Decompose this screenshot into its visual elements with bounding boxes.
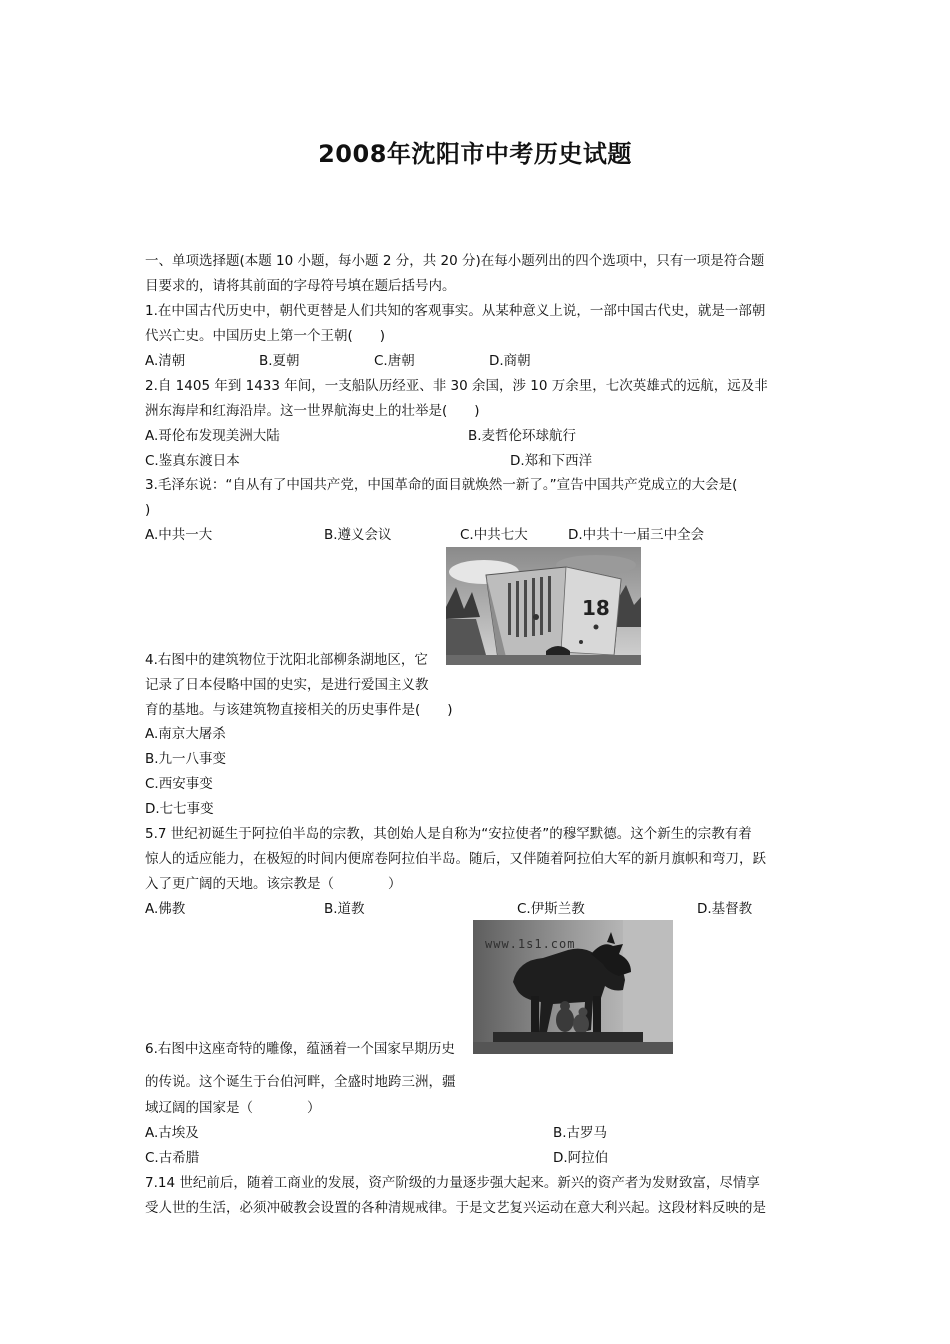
q2-option-c: C.鉴真东渡日本 [145, 453, 240, 469]
q5-option-b: B.道教 [324, 901, 365, 917]
q6-option-d: D.阿拉伯 [553, 1150, 609, 1166]
q4-monument-photo [446, 547, 641, 665]
q4-option-b: B.九一八事变 [145, 751, 227, 767]
q2-option-a: A.哥伦布发现美洲大陆 [145, 428, 280, 444]
q2-stem-line2: 洲东海岸和红海沿岸。这一世界航海史上的壮举是( ) [145, 403, 480, 419]
q1-option-d: D.商朝 [489, 353, 531, 369]
q6-photo-watermark: www.1s1.com [485, 937, 576, 951]
q5-stem-line3: 入了更广阔的天地。该宗教是（ ） [145, 876, 402, 892]
q1-option-b: B.夏朝 [259, 353, 300, 369]
q6-stem-line1: 6.右图中这座奇特的雕像，蕴涵着一个国家早期历史 [145, 1041, 455, 1057]
q1-option-a: A.清朝 [145, 353, 186, 369]
q3-option-b: B.遵义会议 [324, 527, 392, 543]
q3-option-a: A.中共一大 [145, 527, 213, 543]
q6-statue-photo [473, 920, 673, 1054]
q3-stem-line1: 3.毛泽东说：“自从有了中国共产党，中国革命的面目就焕然一新了。”宣告中国共产党成立的大会是( [145, 477, 738, 493]
q4-option-d: D.七七事变 [145, 801, 214, 817]
q4-option-c: C.西安事变 [145, 776, 213, 792]
q3-option-d: D.中共十一届三中全会 [568, 527, 705, 543]
q5-option-d: D.基督教 [697, 901, 753, 917]
q6-option-c: C.古希腊 [145, 1150, 200, 1166]
q5-stem-line1: 5.7 世纪初诞生于阿拉伯半岛的宗教，其创始人是自称为“安拉使者”的穆罕默德。这个新生的宗教有着 [145, 826, 752, 842]
q6-stem-line2: 的传说。这个诞生于台伯河畔，全盛时地跨三洲，疆 [145, 1074, 456, 1090]
section-instructions-line2: 目要求的，请将其前面的字母符号填在题后括号内。 [145, 278, 456, 294]
q4-stem-line2: 记录了日本侵略中国的史实，是进行爱国主义教 [145, 677, 429, 693]
q1-stem-line1: 1.在中国古代历史中，朝代更替是人们共知的客观事实。从某种意义上说，一部中国古代史，就是一部朝 [145, 303, 766, 319]
q6-stem-line3: 域辽阔的国家是（ ） [145, 1100, 321, 1116]
q2-stem-line1: 2.自 1405 年到 1433 年间，一支船队历经亚、非 30 余国，涉 10 万余里，七次英雄式的远航，远及非 [145, 378, 768, 394]
q5-stem-line2: 惊人的适应能力，在极短的时间内便席卷阿拉伯半岛。随后，又伴随着阿拉伯大军的新月旗帜和弯刀，跃 [145, 851, 766, 867]
q6-option-a: A.古埃及 [145, 1125, 199, 1141]
q7-stem-line1: 7.14 世纪前后，随着工商业的发展，资产阶级的力量逐步强大起来。新兴的资产者为发财致富，尽情享 [145, 1175, 760, 1191]
q1-option-c: C.唐朝 [374, 353, 415, 369]
q4-calendar-date: 18 [582, 596, 610, 620]
q4-option-a: A.南京大屠杀 [145, 726, 226, 742]
page-title: 2008年沈阳市中考历史试题 [318, 140, 632, 168]
q2-option-b: B.麦哲伦环球航行 [468, 428, 577, 444]
q4-stem-line3: 育的基地。与该建筑物直接相关的历史事件是( ) [145, 702, 453, 718]
q7-stem-line2: 受人世的生活，必须冲破教会设置的各种清规戒律。于是文艺复兴运动在意大利兴起。这段材料反映的是 [145, 1200, 766, 1216]
section-instructions-line1: 一、单项选择题(本题 10 小题，每小题 2 分，共 20 分)在每小题列出的四个选项中，只有一项是符合题 [145, 253, 765, 269]
q4-stem-line1: 4.右图中的建筑物位于沈阳北部柳条湖地区，它 [145, 652, 428, 668]
q6-option-b: B.古罗马 [553, 1125, 608, 1141]
q1-stem-line2: 代兴亡史。中国历史上第一个王朝( ) [145, 328, 386, 344]
q2-option-d: D.郑和下西洋 [510, 453, 593, 469]
q5-option-a: A.佛教 [145, 901, 186, 917]
q5-option-c: C.伊斯兰教 [517, 901, 585, 917]
q3-stem-line2: ) [145, 502, 151, 518]
q3-option-c: C.中共七大 [460, 527, 528, 543]
